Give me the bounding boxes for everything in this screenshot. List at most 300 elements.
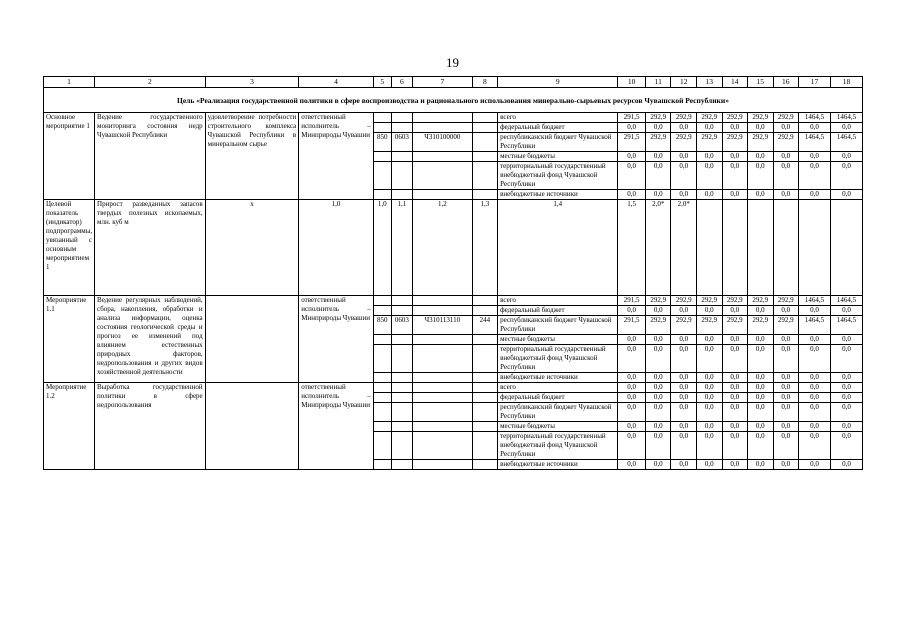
- year-value: 0,0: [645, 123, 671, 133]
- code-expense: [472, 190, 498, 200]
- year-value: 0,0: [722, 460, 748, 470]
- indicator-value: [830, 200, 862, 296]
- year-value: 0,0: [722, 432, 748, 460]
- funding-source: республиканский бюджет Чувашской Республики: [498, 316, 618, 335]
- funding-source: местные бюджеты: [498, 335, 618, 345]
- year-value: 292,9: [671, 133, 697, 152]
- code-expense: [472, 335, 498, 345]
- code-expense: [472, 393, 498, 403]
- year-value: 0,0: [618, 306, 646, 316]
- year-value: 0,0: [748, 383, 774, 393]
- year-value: 0,0: [618, 383, 646, 393]
- column-number: 17: [799, 77, 831, 88]
- indicator-value: [696, 200, 722, 296]
- code-grbs: [373, 403, 391, 422]
- funding-row: [44, 383, 863, 393]
- code-grbs: [373, 345, 391, 373]
- year-value: 0,0: [618, 432, 646, 460]
- code-expense: [472, 152, 498, 162]
- code-section: [391, 162, 412, 190]
- activity-type: Основное мероприятие 1: [44, 113, 95, 200]
- year-value: 0,0: [830, 403, 862, 422]
- year-value: 292,9: [645, 296, 671, 306]
- year-value: 292,9: [748, 133, 774, 152]
- year-value: 0,0: [645, 190, 671, 200]
- year-value: 0,0: [748, 345, 774, 373]
- funding-source: федеральный бюджет: [498, 123, 618, 133]
- column-number: 1: [44, 77, 95, 88]
- year-value: 0,0: [799, 393, 831, 403]
- indicator-type: Целевой показатель (индикатор) подпрограммы, увязанный с основным мероприятием 1: [44, 200, 95, 296]
- year-value: 1464,5: [830, 113, 862, 123]
- year-value: 0,0: [773, 432, 799, 460]
- year-value: 0,0: [799, 432, 831, 460]
- code-expense: [472, 383, 498, 393]
- year-value: 0,0: [748, 123, 774, 133]
- activity-type: Мероприятие 1.2: [44, 383, 95, 470]
- code-expense: [472, 345, 498, 373]
- year-value: 0,0: [830, 306, 862, 316]
- activity-name: Выработка государственной политики в сфере недропользования: [95, 383, 206, 470]
- year-value: 0,0: [722, 393, 748, 403]
- year-value: 0,0: [799, 306, 831, 316]
- code-target: [413, 152, 473, 162]
- year-value: 0,0: [618, 162, 646, 190]
- year-value: 291,5: [618, 113, 646, 123]
- activity-name: Ведение регулярных наблюдений, сбора, накопления, обработки и анализа информации, оценка состояния геологической среды и прогноз ее изменений под влиянием естественных природных факторов, недропользования и других видов хозяйственной деятельности: [95, 296, 206, 383]
- year-value: 291,5: [618, 316, 646, 335]
- funding-source: республиканский бюджет Чувашской Республики: [498, 133, 618, 152]
- code-section: [391, 422, 412, 432]
- indicator-value: 1,3: [472, 200, 498, 296]
- year-value: 0,0: [671, 152, 697, 162]
- year-value: 0,0: [830, 345, 862, 373]
- year-value: 291,5: [618, 133, 646, 152]
- year-value: 0,0: [618, 335, 646, 345]
- expected-result: [205, 296, 299, 383]
- year-value: 0,0: [799, 403, 831, 422]
- year-value: 0,0: [645, 460, 671, 470]
- responsible-executor: ответственный исполнитель – Минприроды Чувашии: [299, 296, 373, 383]
- funding-source: всего: [498, 296, 618, 306]
- year-value: 0,0: [722, 422, 748, 432]
- year-value: 0,0: [696, 460, 722, 470]
- indicator-row: [44, 200, 863, 296]
- year-value: 0,0: [671, 422, 697, 432]
- code-section: [391, 190, 412, 200]
- code-section: [391, 373, 412, 383]
- expected-result: [205, 383, 299, 470]
- column-number: 2: [95, 77, 206, 88]
- indicator-value: 1,1: [391, 200, 412, 296]
- indicator-value: [799, 200, 831, 296]
- year-value: 0,0: [671, 432, 697, 460]
- activity-type: Мероприятие 1.1: [44, 296, 95, 383]
- year-value: 0,0: [830, 422, 862, 432]
- year-value: 1464,5: [830, 296, 862, 306]
- year-value: 0,0: [773, 383, 799, 393]
- page-number: 19: [446, 55, 459, 70]
- year-value: 0,0: [748, 393, 774, 403]
- code-target: [413, 345, 473, 373]
- year-value: 292,9: [722, 113, 748, 123]
- code-target: [413, 403, 473, 422]
- code-target: [413, 383, 473, 393]
- indicator-value: 2,0*: [671, 200, 697, 296]
- column-number: 16: [773, 77, 799, 88]
- year-value: 1464,5: [799, 296, 831, 306]
- year-value: 0,0: [696, 432, 722, 460]
- expected-result: удовлетворение потребности строительного комплекса Чувашской Республики в минеральном сырье: [205, 113, 299, 200]
- year-value: 0,0: [618, 422, 646, 432]
- year-value: 292,9: [748, 113, 774, 123]
- year-value: 0,0: [645, 422, 671, 432]
- year-value: 0,0: [830, 393, 862, 403]
- code-target: [413, 190, 473, 200]
- code-grbs: [373, 335, 391, 345]
- year-value: 0,0: [830, 373, 862, 383]
- year-value: 0,0: [722, 383, 748, 393]
- program-table: [43, 76, 863, 470]
- code-expense: [472, 422, 498, 432]
- column-number: 7: [413, 77, 473, 88]
- code-target: [413, 306, 473, 316]
- code-section: 0603: [391, 133, 412, 152]
- column-number: 4: [299, 77, 373, 88]
- code-target: [413, 296, 473, 306]
- funding-source: территориальный государственный внебюджетный фонд Чувашской Республики: [498, 162, 618, 190]
- code-grbs: [373, 152, 391, 162]
- code-section: [391, 393, 412, 403]
- code-target: [413, 432, 473, 460]
- indicator-value: 1,5: [618, 200, 646, 296]
- year-value: 1464,5: [830, 316, 862, 335]
- year-value: 0,0: [748, 403, 774, 422]
- year-value: 292,9: [748, 316, 774, 335]
- code-expense: [472, 306, 498, 316]
- year-value: 0,0: [671, 373, 697, 383]
- year-value: 292,9: [671, 113, 697, 123]
- year-value: 0,0: [748, 306, 774, 316]
- column-number: 3: [205, 77, 299, 88]
- year-value: 0,0: [671, 345, 697, 373]
- funding-row: [44, 113, 863, 123]
- year-value: 0,0: [618, 373, 646, 383]
- funding-source: всего: [498, 383, 618, 393]
- year-value: 0,0: [645, 162, 671, 190]
- year-value: 0,0: [696, 345, 722, 373]
- year-value: 0,0: [671, 306, 697, 316]
- funding-source: республиканский бюджет Чувашской Республики: [498, 403, 618, 422]
- code-grbs: [373, 306, 391, 316]
- year-value: 0,0: [696, 190, 722, 200]
- code-expense: [472, 113, 498, 123]
- year-value: 0,0: [748, 162, 774, 190]
- year-value: 0,0: [671, 393, 697, 403]
- code-section: [391, 383, 412, 393]
- code-target: Ч310113110: [413, 316, 473, 335]
- year-value: 0,0: [799, 422, 831, 432]
- code-section: [391, 296, 412, 306]
- year-value: 0,0: [645, 335, 671, 345]
- code-target: [413, 123, 473, 133]
- year-value: 0,0: [773, 162, 799, 190]
- year-value: 0,0: [830, 190, 862, 200]
- indicator-value: [748, 200, 774, 296]
- year-value: 0,0: [799, 162, 831, 190]
- code-grbs: [373, 162, 391, 190]
- year-value: 1464,5: [799, 316, 831, 335]
- code-section: [391, 403, 412, 422]
- year-value: 0,0: [645, 373, 671, 383]
- year-value: 0,0: [671, 460, 697, 470]
- year-value: 0,0: [748, 335, 774, 345]
- year-value: 292,9: [722, 316, 748, 335]
- year-value: 0,0: [671, 403, 697, 422]
- year-value: 0,0: [618, 190, 646, 200]
- funding-source: внебюджетные источники: [498, 460, 618, 470]
- year-value: 0,0: [722, 335, 748, 345]
- year-value: 0,0: [645, 393, 671, 403]
- year-value: 0,0: [748, 152, 774, 162]
- column-number: 5: [373, 77, 391, 88]
- code-target: [413, 393, 473, 403]
- code-section: [391, 335, 412, 345]
- code-target: Ч310100000: [413, 133, 473, 152]
- funding-source: территориальный государственный внебюджетный фонд Чувашской Республики: [498, 432, 618, 460]
- column-number: 14: [722, 77, 748, 88]
- year-value: 0,0: [671, 335, 697, 345]
- year-value: 0,0: [773, 460, 799, 470]
- column-number: 13: [696, 77, 722, 88]
- code-grbs: [373, 432, 391, 460]
- year-value: 0,0: [773, 190, 799, 200]
- column-number: 8: [472, 77, 498, 88]
- year-value: 0,0: [748, 460, 774, 470]
- code-expense: [472, 296, 498, 306]
- year-value: 0,0: [799, 345, 831, 373]
- column-number: 12: [671, 77, 697, 88]
- year-value: 0,0: [748, 422, 774, 432]
- year-value: 0,0: [773, 306, 799, 316]
- year-value: 292,9: [773, 113, 799, 123]
- year-value: 292,9: [773, 316, 799, 335]
- funding-source: местные бюджеты: [498, 152, 618, 162]
- year-value: 0,0: [830, 162, 862, 190]
- year-value: 0,0: [799, 460, 831, 470]
- column-number-row: [44, 77, 863, 88]
- year-value: 0,0: [696, 152, 722, 162]
- code-grbs: [373, 190, 391, 200]
- activity-name: Ведение государственного мониторинга состояния недр Чувашской Республики: [95, 113, 206, 200]
- indicator-value: 2,0*: [645, 200, 671, 296]
- year-value: 0,0: [696, 306, 722, 316]
- code-section: [391, 123, 412, 133]
- year-value: 0,0: [618, 403, 646, 422]
- indicator-name: Прирост разведанных запасов твердых полезных ископаемых, млн. куб м: [95, 200, 206, 296]
- year-value: 0,0: [799, 123, 831, 133]
- year-value: 0,0: [722, 162, 748, 190]
- year-value: 0,0: [645, 383, 671, 393]
- code-section: [391, 432, 412, 460]
- code-section: [391, 113, 412, 123]
- year-value: 0,0: [773, 403, 799, 422]
- year-value: 0,0: [618, 123, 646, 133]
- code-target: [413, 422, 473, 432]
- year-value: 292,9: [748, 296, 774, 306]
- year-value: 0,0: [671, 190, 697, 200]
- year-value: 0,0: [722, 306, 748, 316]
- goal-row: [44, 88, 863, 113]
- code-grbs: 850: [373, 133, 391, 152]
- year-value: 0,0: [696, 123, 722, 133]
- year-value: 0,0: [830, 460, 862, 470]
- year-value: 0,0: [618, 460, 646, 470]
- year-value: 292,9: [645, 316, 671, 335]
- year-value: 0,0: [696, 373, 722, 383]
- column-number: 15: [748, 77, 774, 88]
- year-value: 0,0: [671, 383, 697, 393]
- year-value: 291,5: [618, 296, 646, 306]
- code-section: [391, 152, 412, 162]
- code-target: [413, 335, 473, 345]
- year-value: 292,9: [696, 316, 722, 335]
- funding-source: внебюджетные источники: [498, 190, 618, 200]
- indicator-value: 1,2: [413, 200, 473, 296]
- code-grbs: [373, 123, 391, 133]
- year-value: 0,0: [773, 123, 799, 133]
- code-expense: [472, 123, 498, 133]
- year-value: 0,0: [830, 432, 862, 460]
- code-expense: [472, 460, 498, 470]
- year-value: 0,0: [696, 422, 722, 432]
- funding-row: [44, 296, 863, 306]
- code-section: 0603: [391, 316, 412, 335]
- year-value: 0,0: [645, 403, 671, 422]
- code-grbs: [373, 393, 391, 403]
- year-value: 0,0: [722, 190, 748, 200]
- year-value: 0,0: [830, 123, 862, 133]
- year-value: 0,0: [748, 190, 774, 200]
- year-value: 0,0: [799, 152, 831, 162]
- code-expense: [472, 432, 498, 460]
- code-grbs: [373, 113, 391, 123]
- year-value: 0,0: [618, 345, 646, 373]
- year-value: 0,0: [722, 403, 748, 422]
- code-grbs: 850: [373, 316, 391, 335]
- funding-source: территориальный государственный внебюджетный фонд Чувашской Республики: [498, 345, 618, 373]
- year-value: 0,0: [696, 393, 722, 403]
- year-value: 0,0: [748, 373, 774, 383]
- code-expense: [472, 162, 498, 190]
- year-value: 292,9: [645, 133, 671, 152]
- year-value: 0,0: [618, 393, 646, 403]
- year-value: 292,9: [722, 296, 748, 306]
- year-value: 0,0: [830, 383, 862, 393]
- column-number: 9: [498, 77, 618, 88]
- year-value: 0,0: [722, 123, 748, 133]
- year-value: 0,0: [722, 373, 748, 383]
- year-value: 292,9: [722, 133, 748, 152]
- year-value: 0,0: [799, 383, 831, 393]
- year-value: 0,0: [799, 373, 831, 383]
- indicator-value: [773, 200, 799, 296]
- code-expense: 244: [472, 316, 498, 335]
- year-value: 0,0: [696, 383, 722, 393]
- year-value: 0,0: [696, 403, 722, 422]
- indicator-value: 1,4: [498, 200, 618, 296]
- code-grbs: [373, 296, 391, 306]
- year-value: 0,0: [799, 335, 831, 345]
- code-expense: [472, 403, 498, 422]
- year-value: 0,0: [773, 422, 799, 432]
- code-expense: [472, 133, 498, 152]
- year-value: 292,9: [671, 296, 697, 306]
- year-value: 0,0: [618, 152, 646, 162]
- goal-title: Цель «Реализация государственной политики в сфере воспроизводства и рационального использования минерально-сырьевых ресурсов Чувашской Республики»: [44, 88, 863, 113]
- year-value: 0,0: [645, 152, 671, 162]
- code-target: [413, 162, 473, 190]
- code-target: [413, 460, 473, 470]
- code-section: [391, 345, 412, 373]
- responsible-executor: ответственный исполнитель – Минприроды Чувашии: [299, 113, 373, 200]
- year-value: 0,0: [696, 335, 722, 345]
- year-value: 292,9: [696, 113, 722, 123]
- code-section: [391, 460, 412, 470]
- year-value: 0,0: [645, 432, 671, 460]
- year-value: 0,0: [748, 432, 774, 460]
- column-number: 6: [391, 77, 412, 88]
- code-target: [413, 113, 473, 123]
- year-value: 0,0: [645, 306, 671, 316]
- indicator-value: 1,0: [299, 200, 373, 296]
- year-value: 0,0: [722, 152, 748, 162]
- funding-source: федеральный бюджет: [498, 306, 618, 316]
- code-grbs: [373, 422, 391, 432]
- year-value: 0,0: [773, 393, 799, 403]
- year-value: 292,9: [645, 113, 671, 123]
- year-value: 0,0: [696, 162, 722, 190]
- year-value: 0,0: [799, 190, 831, 200]
- year-value: 0,0: [722, 345, 748, 373]
- indicator-mark: x: [205, 200, 299, 296]
- year-value: 0,0: [671, 162, 697, 190]
- column-number: 18: [830, 77, 862, 88]
- year-value: 1464,5: [799, 133, 831, 152]
- code-grbs: [373, 373, 391, 383]
- responsible-executor: ответственный исполнитель – Минприроды Чувашии: [299, 383, 373, 470]
- code-grbs: [373, 460, 391, 470]
- year-value: 292,9: [671, 316, 697, 335]
- funding-source: внебюджетные источники: [498, 373, 618, 383]
- code-grbs: [373, 383, 391, 393]
- code-expense: [472, 373, 498, 383]
- year-value: 0,0: [773, 373, 799, 383]
- year-value: 0,0: [645, 345, 671, 373]
- year-value: 292,9: [696, 133, 722, 152]
- year-value: 0,0: [830, 335, 862, 345]
- year-value: 1464,5: [830, 133, 862, 152]
- code-section: [391, 306, 412, 316]
- funding-source: местные бюджеты: [498, 422, 618, 432]
- year-value: 0,0: [773, 152, 799, 162]
- year-value: 0,0: [830, 152, 862, 162]
- year-value: 1464,5: [799, 113, 831, 123]
- funding-source: федеральный бюджет: [498, 393, 618, 403]
- indicator-value: [722, 200, 748, 296]
- year-value: 0,0: [773, 335, 799, 345]
- year-value: 0,0: [671, 123, 697, 133]
